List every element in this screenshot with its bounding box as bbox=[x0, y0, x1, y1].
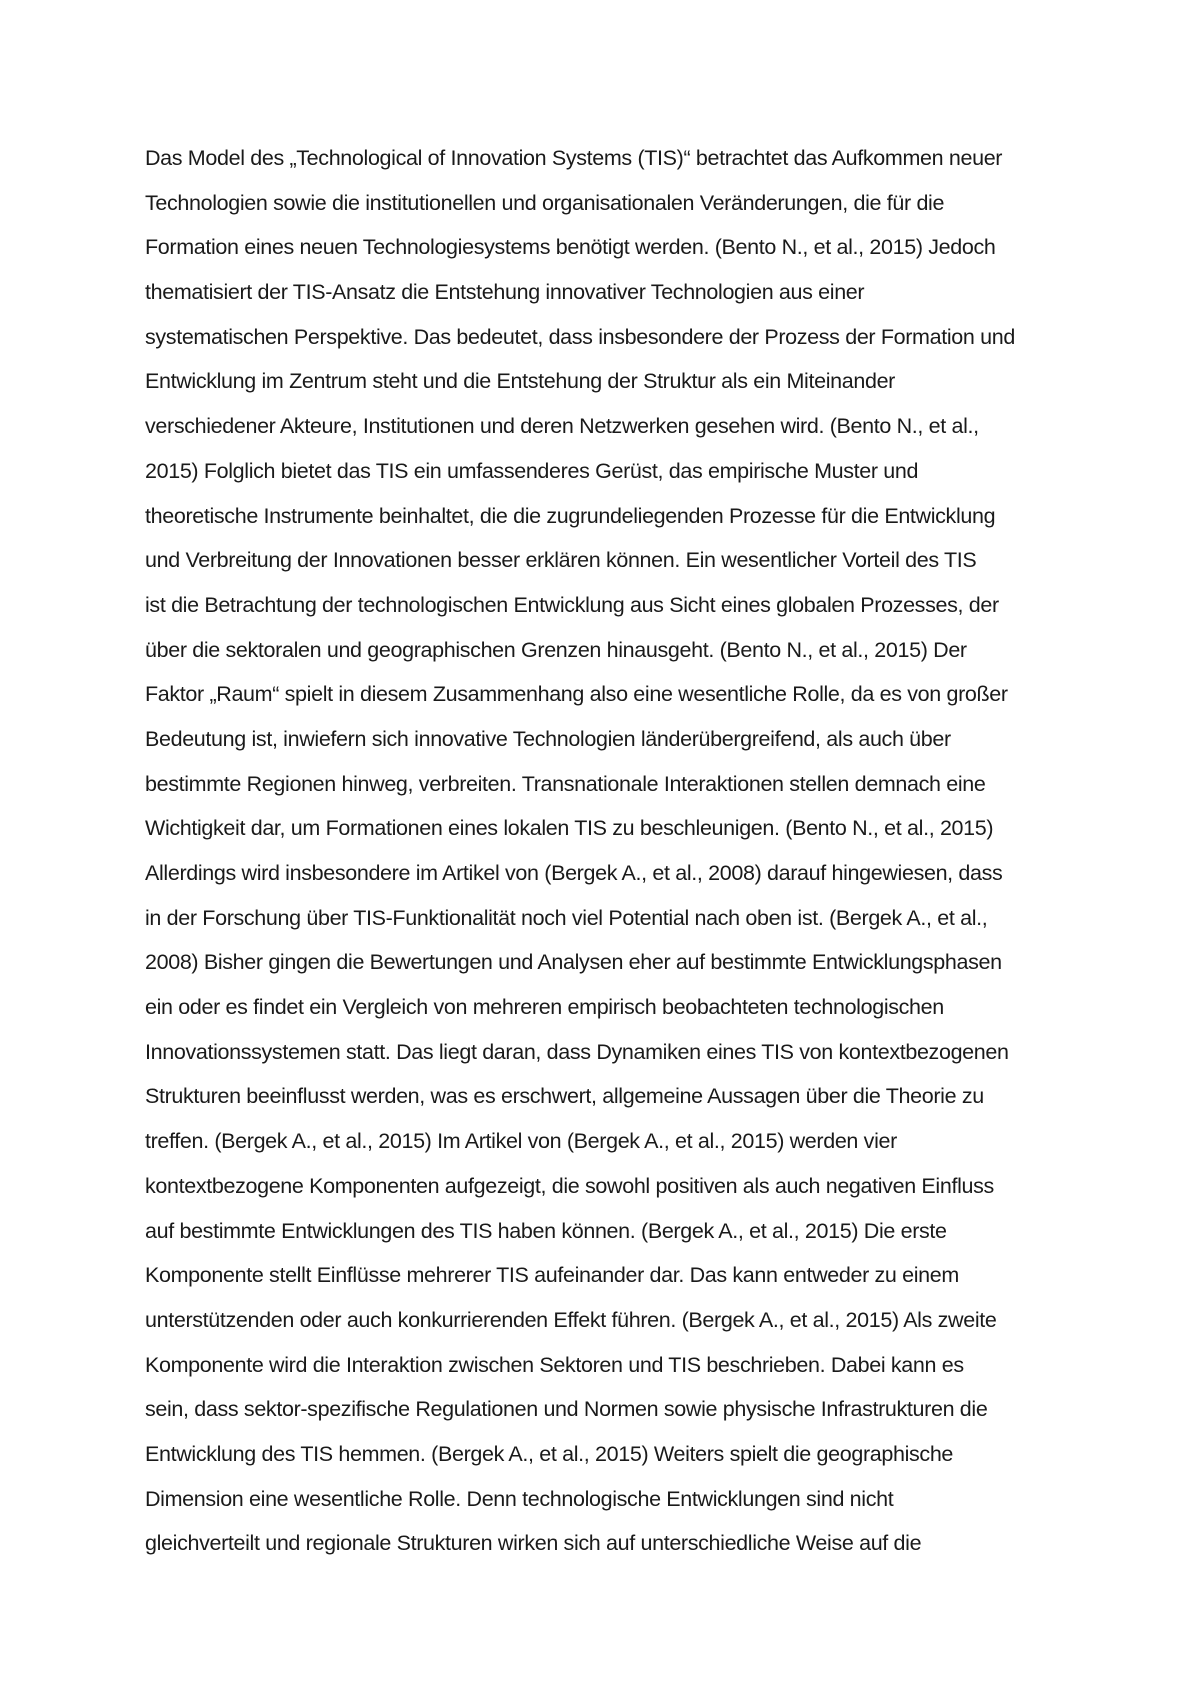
text-line: Faktor „Raum“ spielt in diesem Zusammenhang also eine wesentliche Rolle, da es von großer bbox=[145, 682, 1008, 707]
text-line: Entwicklung im Zentrum steht und die Entstehung der Struktur als ein Miteinander bbox=[145, 369, 895, 394]
text-line: Komponente wird die Interaktion zwischen Sektoren und TIS beschrieben. Dabei kann es bbox=[145, 1352, 964, 1377]
text-line: gleichverteilt und regionale Strukturen wirken sich auf unterschiedliche Weise auf die bbox=[145, 1531, 922, 1556]
text-line: über die sektoralen und geographischen Grenzen hinausgeht. (Bento N., et al., 2015) Der bbox=[145, 637, 967, 662]
text-line: ein oder es findet ein Vergleich von mehreren empirisch beobachteten technologischen bbox=[145, 995, 944, 1020]
text-line: thematisiert der TIS-Ansatz die Entstehung innovativer Technologien aus einer bbox=[145, 280, 865, 305]
text-line: und Verbreitung der Innovationen besser erklären können. Ein wesentlicher Vorteil des TIS bbox=[145, 548, 977, 573]
text-line: theoretische Instrumente beinhaltet, die die zugrundeliegenden Prozesse für die Entwicklung bbox=[145, 503, 996, 528]
text-line: Technologien sowie die institutionellen und organisationalen Veränderungen, die für die bbox=[145, 190, 945, 215]
text-line: Strukturen beeinflusst werden, was es erschwert, allgemeine Aussagen über die Theorie zu bbox=[145, 1084, 984, 1109]
text-line: Das Model des „Technological of Innovation Systems (TIS)“ betrachtet das Aufkommen neuer bbox=[145, 146, 1003, 170]
text-line: verschiedener Akteure, Institutionen und deren Netzwerken gesehen wird. (Bento N., et al., bbox=[145, 414, 979, 439]
text-line: systematischen Perspektive. Das bedeutet, dass insbesondere der Prozess der Formation und bbox=[145, 324, 1015, 349]
text-line: Formation eines neuen Technologiesystems benötigt werden. (Bento N., et al., 2015) Jedoch bbox=[145, 235, 996, 260]
text-line: Dimension eine wesentliche Rolle. Denn technologische Entwicklungen sind nicht bbox=[145, 1486, 894, 1511]
text-line: 2015) Folglich bietet das TIS ein umfassenderes Gerüst, das empirische Muster und bbox=[145, 458, 919, 483]
text-line: Komponente stellt Einflüsse mehrerer TIS aufeinander dar. Das kann entweder zu einem bbox=[145, 1263, 959, 1288]
text-line: Wichtigkeit dar, um Formationen eines lokalen TIS zu beschleunigen. (Bento N., et al., 2015) bbox=[145, 816, 994, 841]
text-line: Bedeutung ist, inwiefern sich innovative Technologien länderübergreifend, als auch über bbox=[145, 726, 951, 751]
text-line: 2008) Bisher gingen die Bewertungen und Analysen eher auf bestimmte Entwicklungsphasen bbox=[145, 950, 1002, 975]
text-line: kontextbezogene Komponenten aufgezeigt, die sowohl positiven als auch negativen Einfluss bbox=[145, 1173, 994, 1198]
text-line: ist die Betrachtung der technologischen Entwicklung aus Sicht eines globalen Prozesses, der bbox=[145, 592, 999, 617]
body-paragraph bbox=[145, 142, 1085, 1572]
text-line: Entwicklung des TIS hemmen. (Bergek A., et al., 2015) Weiters spielt die geographische bbox=[145, 1441, 954, 1466]
text-line: auf bestimmte Entwicklungen des TIS haben können. (Bergek A., et al., 2015) Die erste bbox=[145, 1218, 947, 1243]
text-line: in der Forschung über TIS-Funktionalität noch viel Potential nach oben ist. (Bergek A., et al., bbox=[145, 905, 988, 930]
text-line: Innovationssystemen statt. Das liegt daran, dass Dynamiken eines TIS von kontextbezogenen bbox=[145, 1039, 1009, 1064]
text-line: sein, dass sektor-spezifische Regulationen und Normen sowie physische Infrastrukturen die bbox=[145, 1397, 988, 1422]
text-line: bestimmte Regionen hinweg, verbreiten. Transnationale Interaktionen stellen demnach eine bbox=[145, 771, 986, 796]
text-line: treffen. (Bergek A., et al., 2015) Im Artikel von (Bergek A., et al., 2015) werden vier bbox=[145, 1129, 897, 1154]
text-line: unterstützenden oder auch konkurrierenden Effekt führen. (Bergek A., et al., 2015) Als zweite bbox=[145, 1307, 997, 1332]
text-line: Allerdings wird insbesondere im Artikel von (Bergek A., et al., 2008) darauf hingewiesen, dass bbox=[145, 861, 1003, 885]
